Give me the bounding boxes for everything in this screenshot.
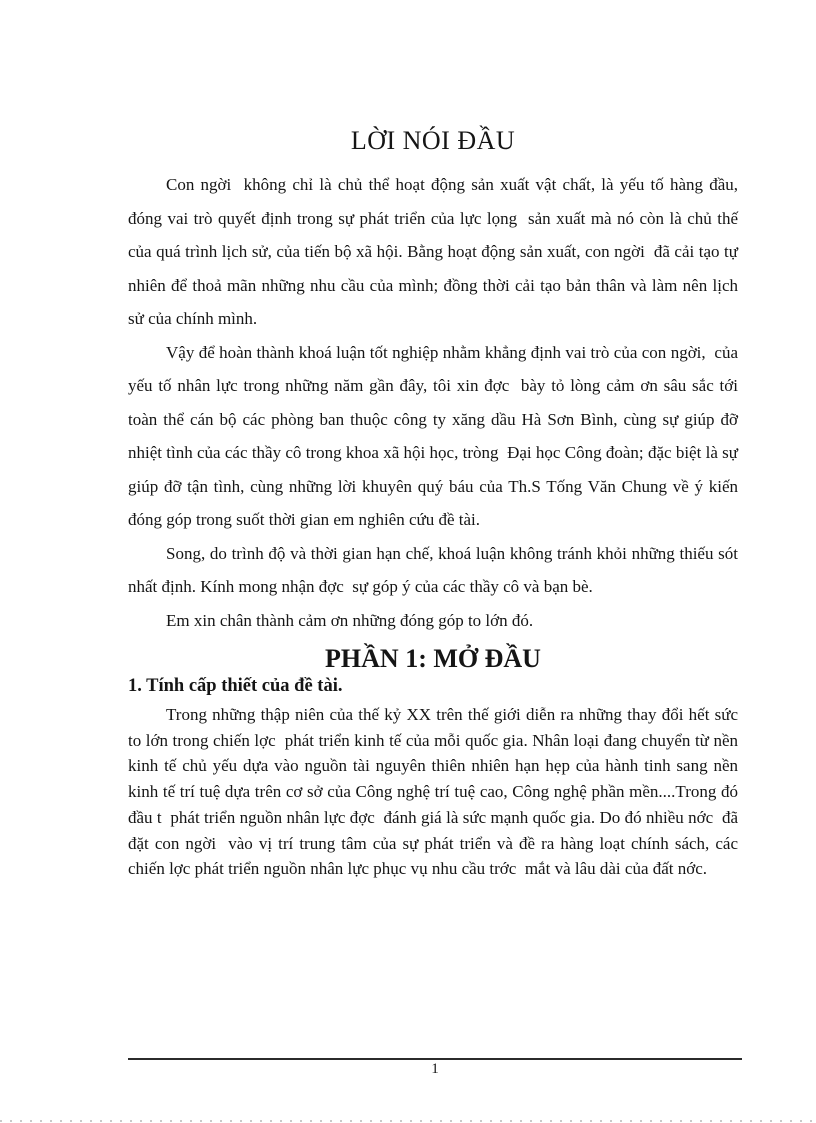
foreword-paragraph-2: Vậy để hoàn thành khoá luận tốt nghiệp nhằm khẳng định vai trò của con ngời, của yếu tố nhân lực trong những năm gần đây, tôi xin đợc bày tỏ lòng cảm ơn sâu sắc tới toàn thể cán bộ các phòng ban thuộc công ty xăng dầu Hà Sơn Bình, cùng sự giúp đỡ nhiệt tình của các thầy cô trong khoa xã hội học, tròng Đại học Công đoàn; đặc biệt là sự giúp đỡ tận tình, cùng những lời khuyên quý báu của Th.S Tống Văn Chung về ý kiến đóng góp trong suốt thời gian em nghiên cứu đề tài. [128, 342, 743, 529]
foreword-paragraph-4: Em xin chân thành cảm ơn những đóng góp to lớn đó. [166, 610, 534, 630]
section1-paragraph-1: Trong những thập niên của thế kỷ XX trên thế giới diễn ra những thay đổi hết sức to lớn trong chiến lợc phát triển kinh tế của mỗi quốc gia. Nhân loại đang chuyển từ nền kinh tế chủ yếu dựa vào nguồn tài nguyên thiên nhiên hạn hẹp của hành tinh sang nền kinh tế trí tuệ dựa trên cơ sở của Công nghệ trí tuệ cao, Công nghệ phần mền....Trong đó đầu t phát triển nguồn nhân lực đợc đánh giá là sức mạnh quốc gia. Do đó nhiều nớc đã đặt con ngời vào vị trí trung tâm của sự phát triển và đề ra hàng loạt chính sách, các chiến lợc phát triển nguồn nhân lực phục vụ nhu cầu trớc mắt và lâu dài của đất nớc. [128, 705, 743, 879]
foreword-title: LỜI NÓI ĐẦU [350, 126, 516, 155]
page-number: 1 [431, 1061, 439, 1077]
foreword-paragraph-3: Song, do trình độ và thời gian hạn chế, khoá luận không tránh khỏi những thiếu sót nhất định. Kính mong nhận đợc sự góp ý của các thầy cô và bạn bè. [128, 543, 743, 596]
footer-rule [128, 1058, 742, 1060]
document-body [128, 126, 743, 882]
part1-title: PHẦN 1: MỞ ĐẦU [325, 644, 541, 673]
section1-heading: 1. Tính cấp thiết của đề tài. [128, 676, 343, 696]
page-break-marker [0, 1120, 816, 1122]
foreword-paragraph-1: Con ngời không chỉ là chủ thể hoạt động sản xuất vật chất, là yếu tố hàng đầu, đóng vai trò quyết định trong sự phát triển của lực lọng sản xuất mà nó còn là chủ thế của quá trình lịch sử, của tiến bộ xã hội. Bằng hoạt động sản xuất, con ngời đã cải tạo tự nhiên để thoả mãn những nhu cầu của mình; đồng thời cải tạo bản thân và làm nên lịch sử của chính mình. [128, 175, 743, 328]
